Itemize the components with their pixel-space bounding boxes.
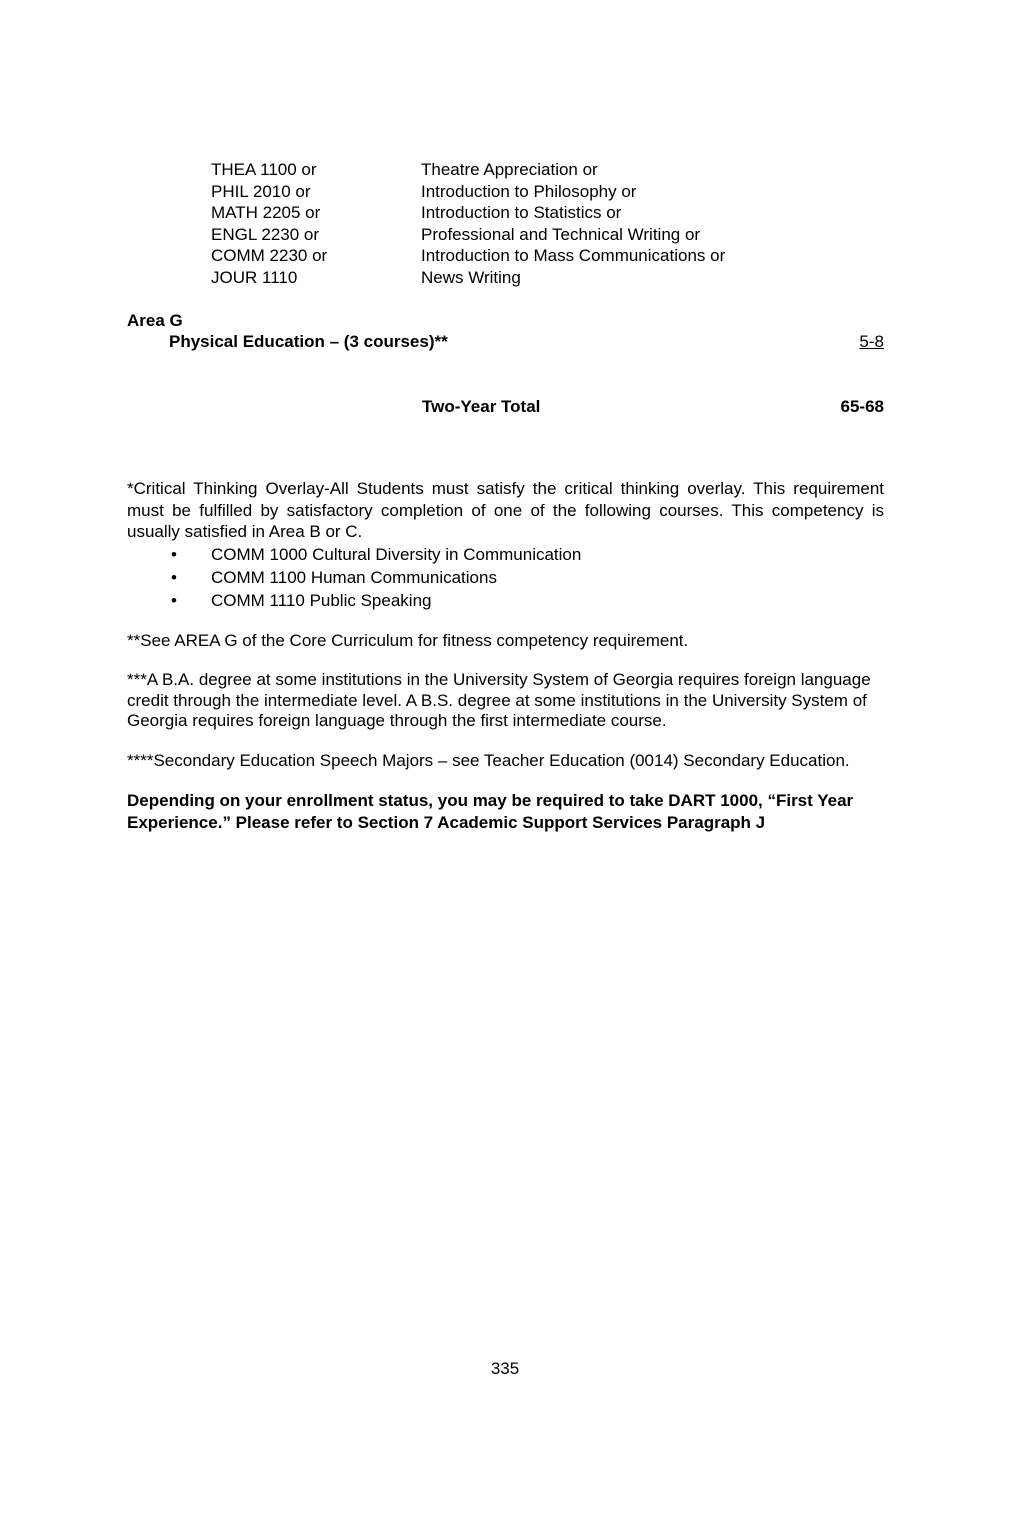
bullet-icon: • xyxy=(171,590,177,610)
list-item xyxy=(127,589,884,612)
bullet-icon: • xyxy=(171,544,177,564)
course-title: Introduction to Statistics or xyxy=(421,203,622,222)
footnotes xyxy=(127,478,884,833)
list-item-text: COMM 1110 Public Speaking xyxy=(211,590,432,610)
two-year-total-value: 65-68 xyxy=(840,397,884,416)
course-title: Theatre Appreciation or xyxy=(421,160,598,179)
critical-thinking-course-list xyxy=(127,543,884,612)
course-code: ENGL 2230 or xyxy=(211,224,320,244)
enrollment-note: Depending on your enrollment status, you may be required to take DART 1000, “First Year Experience.” Please refer to Section 7 Academic Support Services Paragraph J xyxy=(127,791,854,832)
course-code: COMM 2230 or xyxy=(211,246,328,265)
list-item xyxy=(127,543,884,566)
course-row xyxy=(211,245,725,267)
area-g-heading: Area G xyxy=(127,311,183,330)
course-title: Introduction to Mass Communications or xyxy=(421,246,726,265)
list-item-text: COMM 1000 Cultural Diversity in Communication xyxy=(211,544,582,564)
course-row xyxy=(211,224,725,246)
bullet-icon: • xyxy=(171,567,177,587)
course-title: News Writing xyxy=(421,267,521,287)
page-number: 335 xyxy=(490,1359,520,1378)
course-code: JOUR 1110 xyxy=(211,267,298,287)
critical-thinking-note: *Critical Thinking Overlay-All Students must satisfy the critical thinking overlay. This requirement must be fulfilled by satisfactory completion of one of the following courses. This competency is usually satisfied in Area B or C. xyxy=(127,479,884,541)
secondary-education-note: ****Secondary Education Speech Majors – see Teacher Education (0014) Secondary Education. xyxy=(127,750,850,770)
course-row xyxy=(211,159,725,181)
area-g-item: Physical Education – (3 courses)** xyxy=(169,332,448,351)
course-title: Professional and Technical Writing or xyxy=(421,224,701,244)
course-row xyxy=(211,202,725,224)
course-code: PHIL 2010 or xyxy=(211,181,311,201)
course-code: THEA 1100 or xyxy=(211,160,317,179)
course-options-table xyxy=(211,159,725,288)
course-title: Introduction to Philosophy or xyxy=(421,181,637,201)
list-item-text: COMM 1100 Human Communications xyxy=(211,567,497,587)
course-row xyxy=(211,181,725,203)
fitness-note: **See AREA G of the Core Curriculum for fitness competency requirement. xyxy=(127,630,689,650)
area-g-credits: 5-8 xyxy=(859,332,884,351)
course-row xyxy=(211,267,725,289)
foreign-language-note: ***A B.A. degree at some institutions in the University System of Georgia requires foreign language credit through the intermediate level. A B.S. degree at some institutions in the University System of Georgia requires foreign language through the first intermediate course. xyxy=(127,670,871,730)
two-year-total-label: Two-Year Total xyxy=(422,397,541,416)
list-item xyxy=(127,566,884,589)
course-code: MATH 2205 or xyxy=(211,203,321,222)
